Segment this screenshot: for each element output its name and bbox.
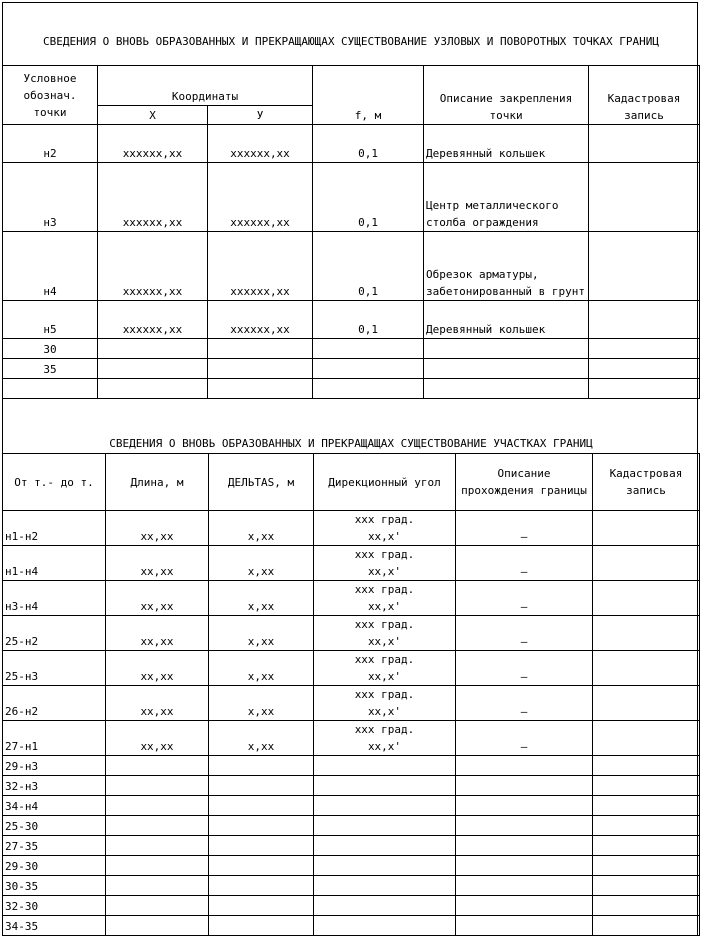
segment-desc [456,756,593,776]
segment-cad [593,816,700,836]
segment-id: 25-30 [3,816,106,836]
segment-angle [314,856,456,876]
segment-angle [314,876,456,896]
segment-length: хх,хх [106,511,209,546]
segment-length: хх,хх [106,616,209,651]
header-length: Длина, м [106,454,209,511]
segment-id: 27-35 [3,836,106,856]
segment-cad [593,836,700,856]
segment-angle [314,836,456,856]
point-y: хххххх,хх [208,232,313,301]
segment-delta [209,896,314,916]
point-id: н4 [3,232,98,301]
segment-cad [593,896,700,916]
segment-desc [456,916,593,936]
segment-desc [456,816,593,836]
point-y [208,359,313,379]
points-row [3,339,700,359]
point-cad [589,379,700,399]
header-parts-cad: Кадастровая запись [593,454,700,511]
segment-length: хх,хх [106,721,209,756]
segment-cad [593,776,700,796]
segment-desc [456,876,593,896]
segment-delta: х,хх [209,686,314,721]
point-id: н2 [3,125,98,163]
angle-minutes: хх,х' [367,530,402,543]
point-f: 0,1 [313,232,424,301]
point-f: 0,1 [313,163,424,232]
segment-length [106,776,209,796]
segment-cad [593,721,700,756]
segment-length [106,756,209,776]
segment-cad [593,876,700,896]
point-desc [424,379,589,399]
segment-angle [314,651,456,686]
segment-length: хх,хх [106,651,209,686]
angle-minutes: хх,х' [367,635,402,648]
segment-cad [593,756,700,776]
segment-id: н1-н2 [3,511,106,546]
point-cad [589,339,700,359]
point-id: 35 [3,359,98,379]
segment-length: хх,хх [106,546,209,581]
parts-row [3,776,700,796]
segment-cad [593,916,700,936]
angle-minutes: хх,х' [367,670,402,683]
segment-cad [593,546,700,581]
point-desc: Обрезок арматуры, забетонированный в грунт [424,232,589,301]
angle-minutes: хх,х' [367,705,402,718]
segment-id: 32-30 [3,896,106,916]
segment-delta: х,хх [209,651,314,686]
parts-row [3,796,700,816]
point-cad [589,163,700,232]
segment-length [106,916,209,936]
point-x: хххххх,хх [98,232,208,301]
header-f: f, м [313,66,424,125]
parts-row [3,686,700,721]
segment-length [106,836,209,856]
segment-delta: х,хх [209,581,314,616]
parts-row [3,546,700,581]
segment-desc: – [456,581,593,616]
segment-delta: х,хх [209,616,314,651]
segment-id: 32-н3 [3,776,106,796]
parts-row [3,581,700,616]
points-row [3,379,700,399]
segment-desc: – [456,651,593,686]
segment-angle [314,816,456,836]
header-border-desc: Описание прохождения границы [456,454,593,511]
angle-degrees: ххх град. [354,548,415,561]
point-x [98,359,208,379]
segment-cad [593,651,700,686]
point-desc [424,359,589,379]
header-from-to: От т.- до т. [3,454,106,511]
point-id [3,379,98,399]
parts-row [3,756,700,776]
segment-id: 26-н2 [3,686,106,721]
angle-degrees: ххх град. [354,513,415,526]
segment-length: хх,хх [106,581,209,616]
parts-row [3,836,700,856]
segment-length [106,796,209,816]
angle-degrees: ххх град. [354,688,415,701]
point-desc: Деревянный кольшек [424,125,589,163]
segment-angle [314,546,456,581]
point-id: н5 [3,301,98,339]
segment-angle [314,511,456,546]
segment-cad [593,686,700,721]
segment-length [106,856,209,876]
angle-degrees: ххх град. [354,653,415,666]
parts-row [3,916,700,936]
segment-delta [209,816,314,836]
point-x: хххххх,хх [98,125,208,163]
point-f [313,359,424,379]
parts-section-title: СВЕДЕНИЯ О ВНОВЬ ОБРАЗОВАННЫХ И ПРЕКРАЩАЩАХ СУЩЕСТВОВАНИЕ УЧАСТКАХ ГРАНИЦ [109,437,593,450]
angle-minutes: хх,х' [367,565,402,578]
segment-cad [593,616,700,651]
segment-delta [209,856,314,876]
angle-minutes: хх,х' [367,740,402,753]
point-f [313,339,424,359]
segment-delta [209,776,314,796]
header-angle: Дирекционный угол [314,454,456,511]
segment-id: 34-н4 [3,796,106,816]
point-x: хххххх,хх [98,163,208,232]
segment-length [106,896,209,916]
segment-angle [314,776,456,796]
points-row [3,125,700,163]
parts-row [3,511,700,546]
points-row [3,163,700,232]
segment-angle [314,796,456,816]
points-row [3,232,700,301]
segment-angle [314,581,456,616]
segment-angle [314,916,456,936]
segment-desc: – [456,686,593,721]
segment-desc: – [456,616,593,651]
segment-delta [209,836,314,856]
parts-row [3,816,700,836]
segment-id: н1-н4 [3,546,106,581]
segment-id: 29-30 [3,856,106,876]
parts-row [3,616,700,651]
point-f: 0,1 [313,125,424,163]
point-x: хххххх,хх [98,301,208,339]
segment-angle [314,756,456,776]
segment-desc [456,776,593,796]
parts-row [3,651,700,686]
angle-degrees: ххх град. [354,618,415,631]
segment-cad [593,856,700,876]
segment-length [106,816,209,836]
point-cad [589,301,700,339]
segment-length [106,876,209,896]
segment-angle [314,686,456,721]
point-y: хххххх,хх [208,125,313,163]
segment-desc: – [456,721,593,756]
segment-angle [314,721,456,756]
point-y: хххххх,хх [208,163,313,232]
point-cad [589,125,700,163]
point-desc: Деревянный кольшек [424,301,589,339]
segment-cad [593,511,700,546]
segment-angle [314,896,456,916]
parts-table [2,453,700,936]
point-desc: Центр металлического столба ограждения [424,163,589,232]
segment-delta [209,796,314,816]
header-y: У [208,106,313,125]
angle-degrees: ххх град. [354,583,415,596]
point-cad [589,232,700,301]
header-x: X [98,106,208,125]
parts-row [3,896,700,916]
segment-id: 30-35 [3,876,106,896]
segment-cad [593,581,700,616]
point-id: 30 [3,339,98,359]
angle-minutes: хх,х' [367,600,402,613]
header-desc: Описание закрепления точки [424,66,589,125]
segment-id: 29-н3 [3,756,106,776]
segment-id: 25-н3 [3,651,106,686]
point-cad [589,359,700,379]
segment-id: 27-н1 [3,721,106,756]
segment-desc: – [456,511,593,546]
points-section-title: СВЕДЕНИЯ О ВНОВЬ ОБРАЗОВАННЫХ И ПРЕКРАЩАЮЩАХ СУЩЕСТВОВАНИЕ УЗЛОВЫХ И ПОВОРОТНЫХ ТОЧКАХ ГРАНИЦ [43,35,659,48]
segment-delta [209,916,314,936]
point-id: н3 [3,163,98,232]
point-y [208,339,313,359]
point-f: 0,1 [313,301,424,339]
point-f [313,379,424,399]
segment-delta: х,хх [209,546,314,581]
segment-desc [456,796,593,816]
header-cad: Кадастровая запись [589,66,700,125]
segment-length: хх,хх [106,686,209,721]
segment-delta: х,хх [209,511,314,546]
point-x [98,379,208,399]
points-table [2,65,700,399]
segment-desc: – [456,546,593,581]
header-coords: Координаты [98,66,313,106]
point-desc [424,339,589,359]
point-y: хххххх,хх [208,301,313,339]
segment-desc [456,896,593,916]
parts-row [3,721,700,756]
segment-id: 25-н2 [3,616,106,651]
segment-desc [456,836,593,856]
angle-degrees: ххх град. [354,723,415,736]
point-y [208,379,313,399]
segment-delta [209,876,314,896]
segment-delta [209,756,314,776]
segment-delta: х,хх [209,721,314,756]
segment-desc [456,856,593,876]
segment-id: н3-н4 [3,581,106,616]
point-x [98,339,208,359]
points-row [3,359,700,379]
segment-angle [314,616,456,651]
parts-row [3,876,700,896]
header-symbol: Условное обознач. точки [3,66,98,125]
parts-row [3,856,700,876]
segment-cad [593,796,700,816]
segment-id: 34-35 [3,916,106,936]
points-row [3,301,700,339]
header-delta: ДЕЛЬТАS, м [209,454,314,511]
